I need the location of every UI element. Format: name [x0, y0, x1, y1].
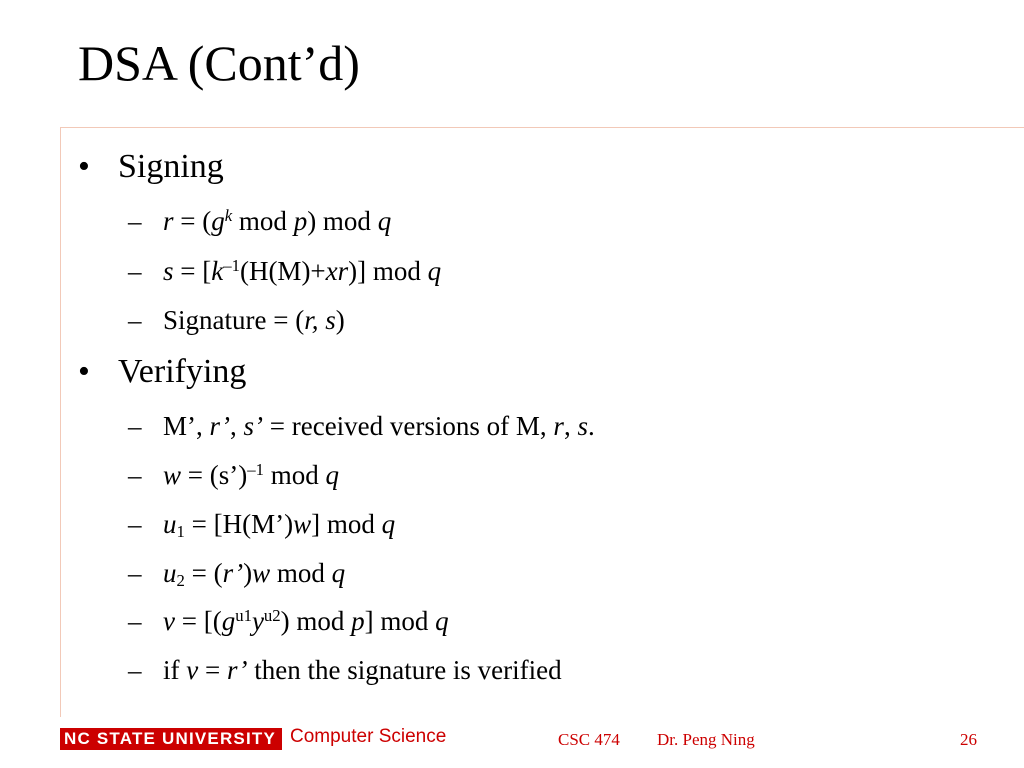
- var-y: y: [251, 606, 264, 636]
- var-q: q: [377, 206, 392, 236]
- var-w: w: [163, 460, 182, 490]
- var-u: u: [163, 558, 177, 588]
- var-v: v: [186, 655, 199, 685]
- dash-icon: –: [128, 411, 142, 441]
- var-u: u: [163, 509, 177, 539]
- formula-s: [128, 255, 442, 286]
- var-g: g: [211, 206, 225, 236]
- exp-u2: u2: [263, 605, 281, 625]
- formula-signature: [128, 307, 345, 334]
- ncsu-logo: NC STATE UNIVERSITY: [60, 728, 282, 750]
- var-p: p: [351, 606, 365, 636]
- exp-neg1: –1: [247, 459, 264, 479]
- if-post: then the signature is verified: [247, 655, 562, 685]
- sig-close: ): [335, 305, 345, 335]
- left-rule: [60, 127, 61, 717]
- w-eq-mid: = (s’): [181, 460, 248, 490]
- u2-eq-close: ): [243, 558, 253, 588]
- dash-icon: –: [128, 256, 142, 286]
- var-s: s: [325, 305, 336, 335]
- slide-title: DSA (Cont’d): [78, 35, 360, 91]
- var-r-prime: r’: [226, 655, 248, 685]
- dash-icon: –: [128, 206, 142, 236]
- formula-if: [128, 657, 562, 684]
- bullet-verifying: [78, 355, 246, 389]
- dash-icon: –: [128, 558, 142, 588]
- var-p: p: [293, 206, 308, 236]
- formula-v: [128, 605, 449, 636]
- var-w: w: [293, 509, 312, 539]
- course-code: CSC 474: [558, 730, 620, 749]
- var-g: g: [221, 606, 236, 636]
- exp-neg1: –1: [223, 255, 240, 275]
- var-w: w: [252, 558, 271, 588]
- bullet-icon: •: [78, 353, 90, 390]
- u1-eq-mid: = [H(M’): [184, 509, 294, 539]
- sig-text: Signature = (: [163, 305, 305, 335]
- var-xr: xr: [325, 256, 349, 286]
- v-eq-open: = [(: [174, 606, 222, 636]
- bullet-icon: •: [78, 148, 90, 185]
- u2-eq-mod: mod: [270, 558, 332, 588]
- var-q: q: [435, 606, 449, 636]
- exp-k: k: [224, 205, 233, 225]
- r-eq-mod2: ) mod: [307, 206, 378, 236]
- var-r: r: [163, 206, 174, 236]
- var-s: s: [163, 256, 174, 286]
- var-q: q: [427, 256, 442, 286]
- s-eq-mod: )] mod: [348, 256, 428, 286]
- slide-footer: [0, 722, 1024, 762]
- recv-comma2: ,: [563, 411, 578, 441]
- var-r-prime: r’: [222, 558, 244, 588]
- formula-w: [128, 459, 339, 490]
- var-s-prime: s’: [243, 411, 264, 441]
- var-v: v: [163, 606, 175, 636]
- formula-u2: [128, 558, 346, 591]
- s-eq-hash: (H(M)+: [239, 256, 326, 286]
- verifying-heading: Verifying: [118, 353, 247, 390]
- dash-icon: –: [128, 606, 142, 636]
- var-k: k: [211, 256, 224, 286]
- bullet-signing: [78, 150, 224, 184]
- dash-icon: –: [128, 655, 142, 685]
- signing-heading: Signing: [118, 148, 224, 185]
- var-r: r,: [304, 305, 319, 335]
- if-eq: =: [198, 655, 227, 685]
- r-eq-open: = (: [173, 206, 212, 236]
- v-eq-mod2: ] mod: [364, 606, 436, 636]
- recv-text: = received versions of M,: [263, 411, 554, 441]
- var-q: q: [381, 509, 396, 539]
- formula-u1: [128, 509, 396, 542]
- recv-m: M’,: [163, 411, 210, 441]
- var-s: s: [577, 411, 588, 441]
- recv-comma1: ,: [230, 411, 244, 441]
- var-q: q: [331, 558, 346, 588]
- dash-icon: –: [128, 305, 142, 335]
- formula-r: [128, 205, 392, 236]
- u2-eq-mid: = (: [184, 558, 223, 588]
- title-divider: [60, 127, 1024, 128]
- page-number: 26: [960, 730, 977, 749]
- v-eq-mod1: ) mod: [280, 606, 352, 636]
- exp-u1: u1: [235, 605, 252, 625]
- w-eq-mod: mod: [263, 460, 326, 490]
- sub-1: 1: [176, 522, 185, 542]
- dash-icon: –: [128, 460, 142, 490]
- var-r: r: [553, 411, 564, 441]
- recv-period: .: [587, 411, 595, 441]
- if-pre: if: [163, 655, 187, 685]
- u1-eq-mod: ] mod: [311, 509, 382, 539]
- var-r-prime: r’: [209, 411, 231, 441]
- dash-icon: –: [128, 509, 142, 539]
- formula-received: [128, 413, 595, 440]
- author-name: Dr. Peng Ning: [657, 730, 755, 749]
- sub-2: 2: [176, 571, 185, 591]
- r-eq-mod1: mod: [232, 206, 294, 236]
- var-q: q: [325, 460, 339, 490]
- s-eq-open: = [: [173, 256, 212, 286]
- department-name: Computer Science: [290, 726, 447, 747]
